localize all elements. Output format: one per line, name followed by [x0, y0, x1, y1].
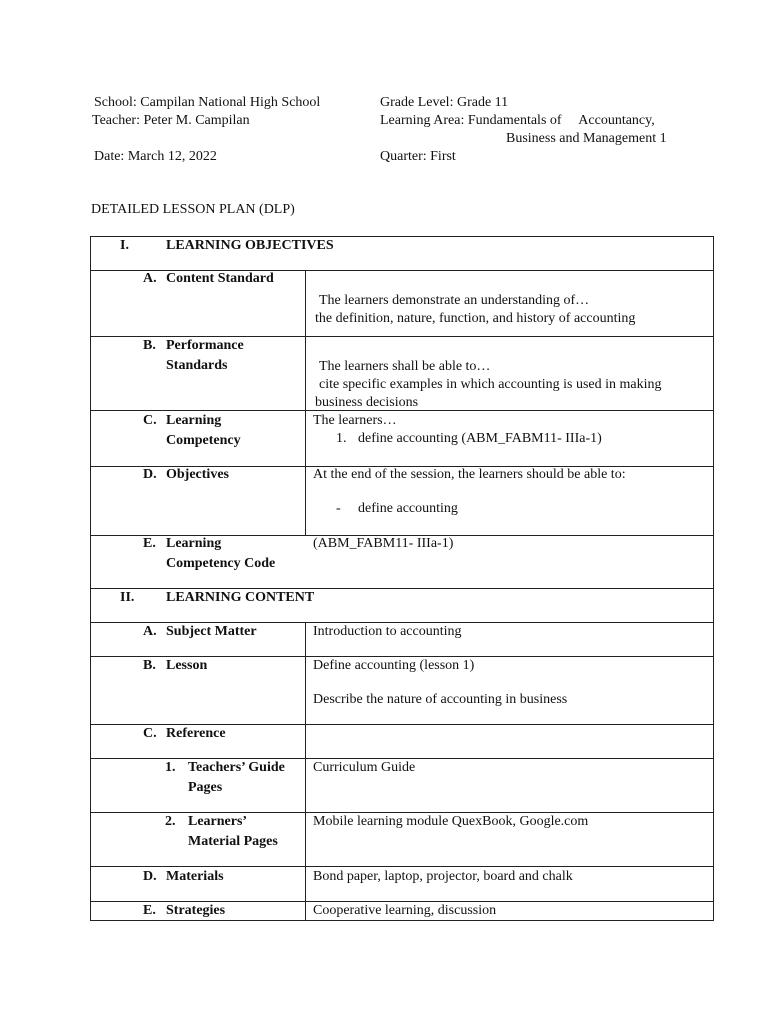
row-text: Mobile learning module QuexBook, Google.com: [313, 814, 589, 829]
row-label: Competency Code: [166, 556, 276, 571]
row-label: Content Standard: [166, 271, 274, 286]
section-number: I.: [120, 238, 129, 253]
row-label: Learners’: [188, 814, 248, 829]
row-text: the definition, nature, function, and history of accounting: [315, 311, 636, 326]
row-label: Performance: [166, 338, 244, 353]
grade-level: Grade Level: Grade 11: [380, 95, 509, 110]
row-text: The learners…: [313, 413, 397, 428]
row-text: Curriculum Guide: [313, 760, 416, 775]
row-label: Learning: [166, 413, 222, 428]
row-text: Cooperative learning, discussion: [313, 903, 497, 918]
document-title: DETAILED LESSON PLAN (DLP): [91, 202, 295, 217]
section-title: LEARNING CONTENT: [166, 590, 315, 605]
row-text: Introduction to accounting: [313, 624, 462, 639]
section-title: LEARNING OBJECTIVES: [166, 238, 334, 253]
row-label: Standards: [166, 358, 228, 373]
lesson-date: Date: March 12, 2022: [94, 149, 217, 164]
teacher-name: Teacher: Peter M. Campilan: [92, 113, 250, 128]
row-label: Pages: [188, 780, 223, 795]
lesson-plan-table: [90, 236, 714, 921]
row-text: cite specific examples in which accounting is used in making: [319, 377, 662, 392]
row-label: Reference: [166, 726, 226, 741]
row-label: Learning: [166, 536, 222, 551]
row-letter: B.: [143, 658, 156, 673]
learning-area-cont: Business and Management 1: [506, 131, 667, 146]
bullet-dash: -: [336, 501, 341, 516]
sub-row-number: 1.: [165, 760, 176, 775]
row-letter: A.: [143, 624, 157, 639]
row-letter: E.: [143, 536, 156, 551]
school-name: School: Campilan National High School: [94, 95, 321, 110]
row-text: At the end of the session, the learners should be able to:: [313, 467, 626, 482]
row-text: Bond paper, laptop, projector, board and chalk: [313, 869, 573, 884]
row-letter: C.: [143, 726, 157, 741]
row-label: Materials: [166, 869, 224, 884]
row-label: Strategies: [166, 903, 226, 918]
row-letter: D.: [143, 869, 157, 884]
list-item: define accounting (ABM_FABM11- IIIa-1): [358, 431, 602, 446]
row-label: Subject Matter: [166, 624, 257, 639]
learning-area: Learning Area: Fundamentals of Accountancy,: [380, 113, 655, 128]
sub-row-number: 2.: [165, 814, 176, 829]
row-text: Define accounting (lesson 1): [313, 658, 475, 673]
row-letter: C.: [143, 413, 157, 428]
row-text: (ABM_FABM11- IIIa-1): [313, 536, 454, 551]
row-label: Competency: [166, 433, 241, 448]
list-item: define accounting: [358, 501, 458, 516]
row-text: The learners shall be able to…: [319, 359, 491, 374]
row-text: The learners demonstrate an understanding of…: [319, 293, 590, 308]
row-label: Teachers’ Guide: [188, 760, 285, 775]
section-number: II.: [120, 590, 135, 605]
list-number: 1.: [336, 431, 347, 446]
row-letter: D.: [143, 467, 157, 482]
row-letter: B.: [143, 338, 156, 353]
row-letter: A.: [143, 271, 157, 286]
row-text: Describe the nature of accounting in business: [313, 692, 568, 707]
row-label: Objectives: [166, 467, 229, 482]
row-label: Lesson: [166, 658, 208, 673]
quarter: Quarter: First: [380, 149, 456, 164]
row-label: Material Pages: [188, 834, 278, 849]
row-text: business decisions: [315, 395, 419, 410]
row-letter: E.: [143, 903, 156, 918]
